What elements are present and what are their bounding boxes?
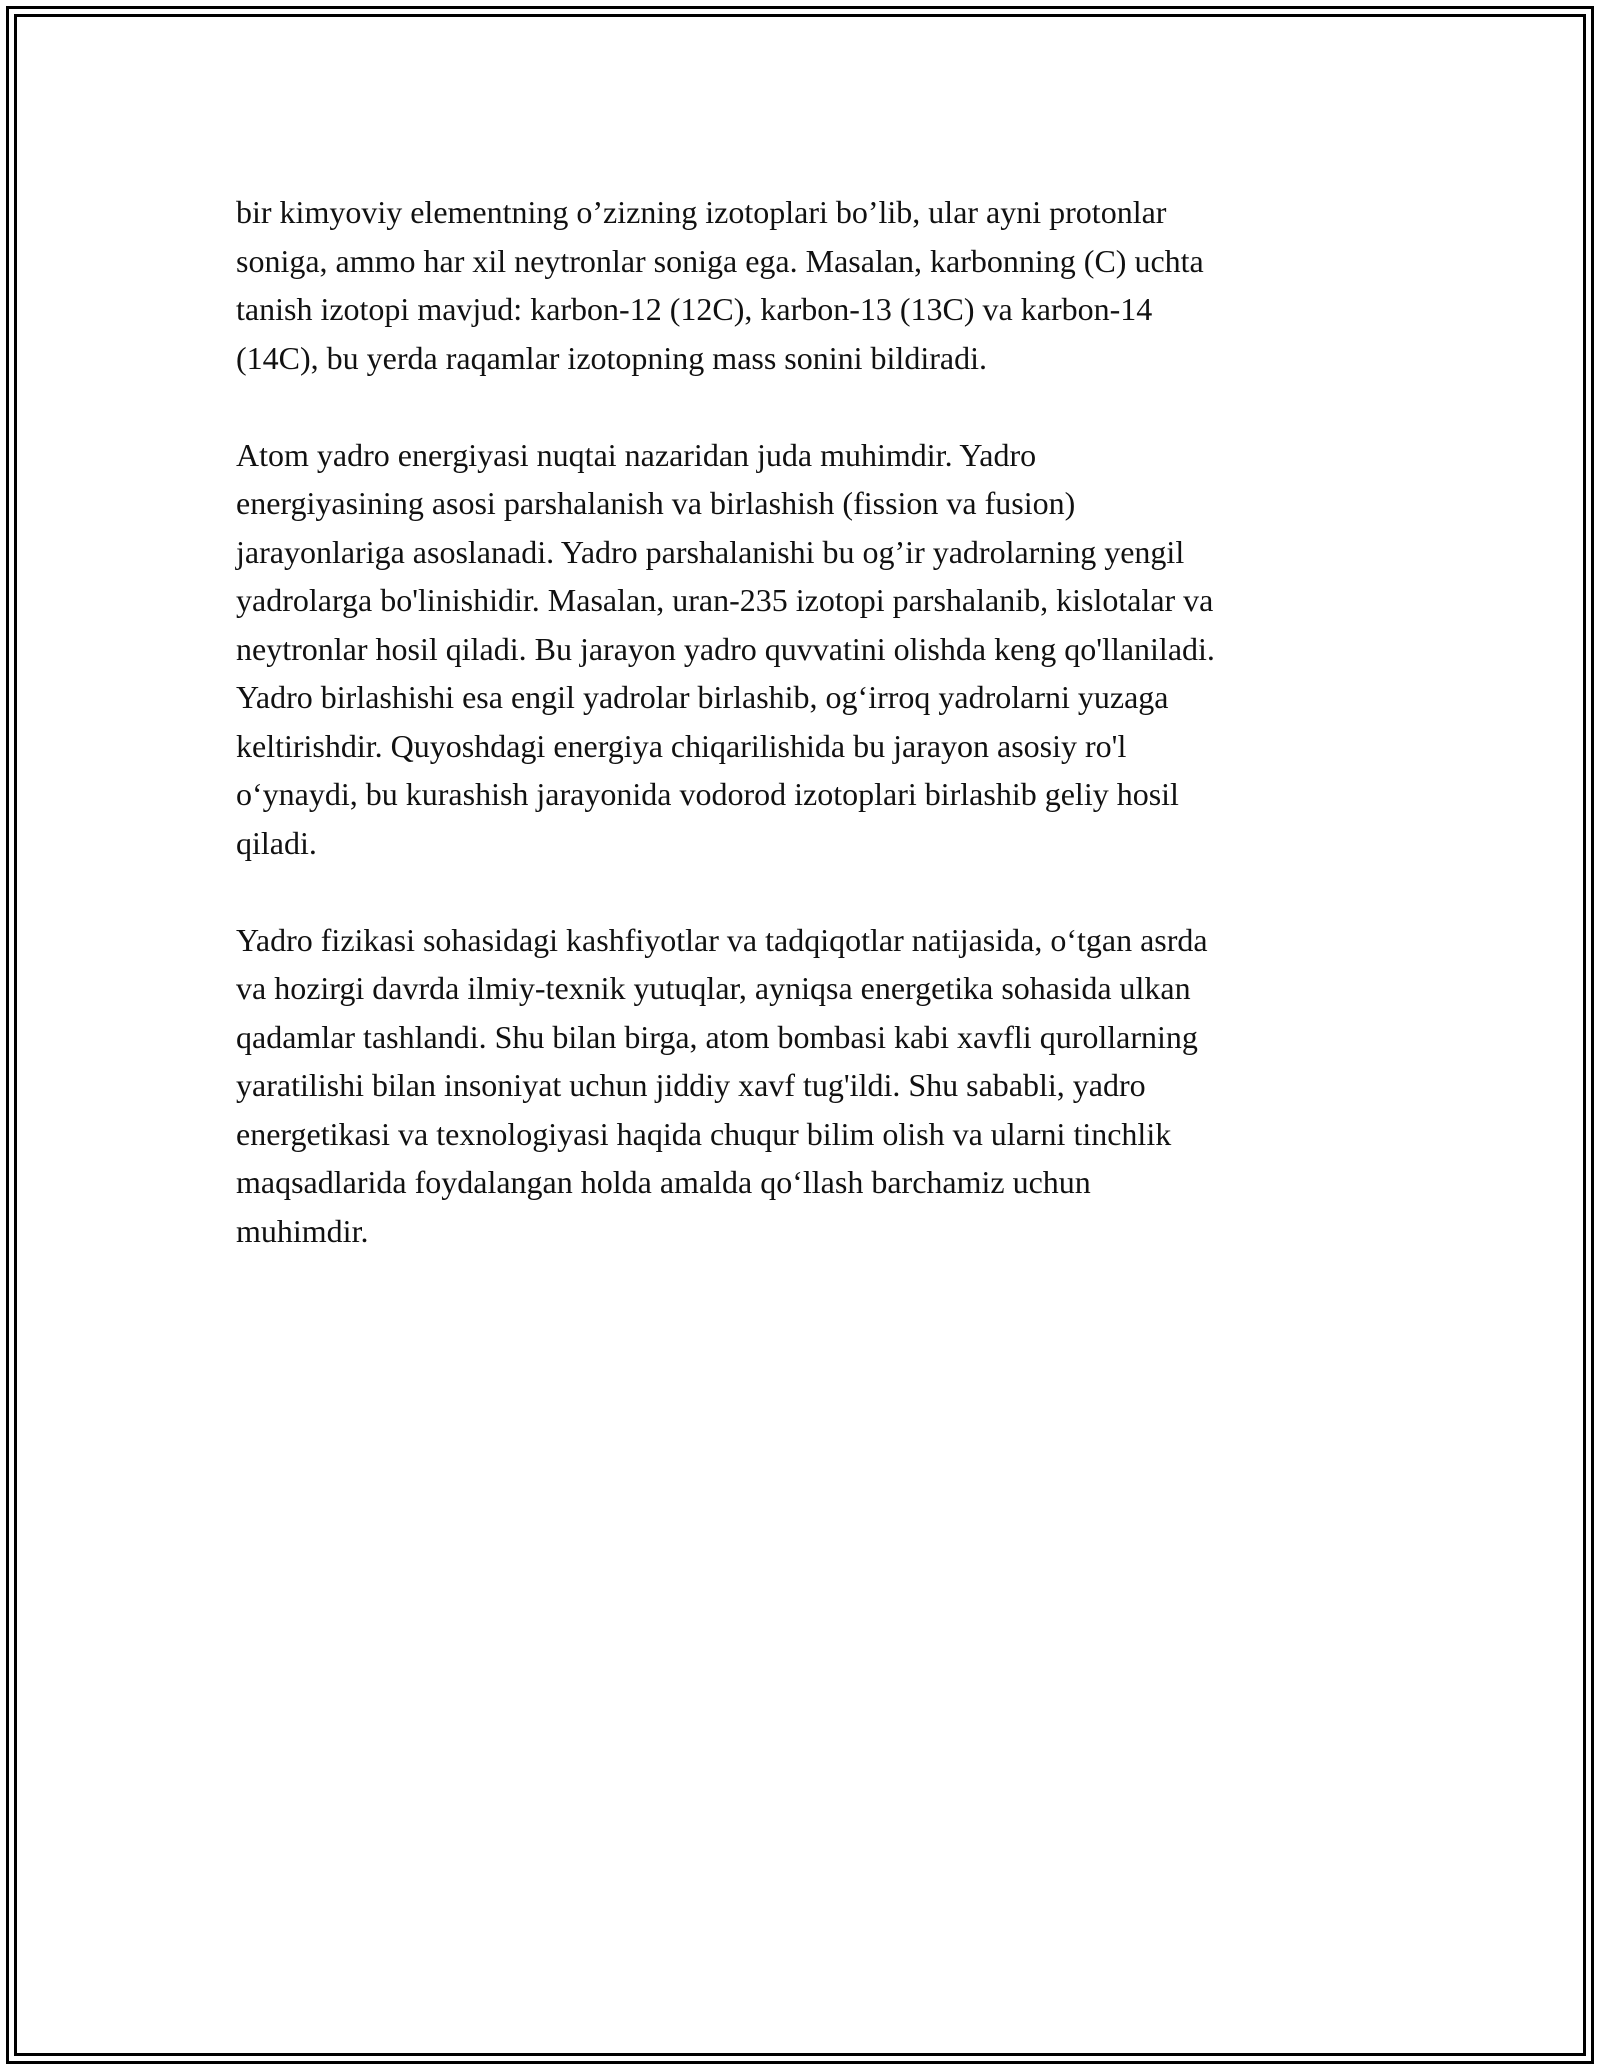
text-line: qiladi. bbox=[236, 824, 317, 861]
document-body bbox=[236, 188, 1376, 1304]
text-line: energiyasining asosi parshalanish va birlashish (fission va fusion) bbox=[236, 485, 1076, 521]
text-line: muhimdir. bbox=[236, 1212, 369, 1249]
text-line: yadrolarga bo'linishidir. Masalan, uran-235 izotopi parshalanib, kislotalar va bbox=[236, 582, 1214, 618]
text-line: soniga, ammo har xil neytronlar soniga ega. Masalan, karbonning (C) uchta bbox=[236, 242, 1204, 279]
text-line: Yadro birlashishi esa engil yadrolar birlashib, og‘irroq yadrolarni yuzaga bbox=[236, 679, 1169, 715]
text-line: qadamlar tashlandi. Shu bilan birga, atom bombasi kabi xavfli qurollarning bbox=[236, 1018, 1198, 1055]
text-line: Atom yadro energiyasi nuqtai nazaridan juda muhimdir. Yadro bbox=[236, 436, 1037, 473]
text-line: tanish izotopi mavjud: karbon-12 (12C), karbon-13 (13C) va karbon-14 bbox=[236, 291, 1153, 327]
text-line: Yadro fizikasi sohasidagi kashfiyotlar va tadqiqotlar natijasida, o‘tgan asrda bbox=[236, 921, 1208, 958]
text-line: keltirishdir. Quyoshdagi energiya chiqarilishida bu jarayon asosiy ro'l bbox=[236, 727, 1127, 764]
text-line: yaratilishi bilan insoniyat uchun jiddiy xavf tug'ildi. Shu sababli, yadro bbox=[236, 1067, 1146, 1103]
text-line: bir kimyoviy elementning o’zizning izotoplari bo’lib, ular ayni protonlar bbox=[236, 194, 1167, 230]
paragraph-nuclear-energy bbox=[236, 431, 1376, 868]
paragraph-nuclear-physics bbox=[236, 916, 1376, 1256]
text-line: o‘ynaydi, bu kurashish jarayonida vodorod izotoplari birlashib geliy hosil bbox=[236, 776, 1179, 812]
text-line: energetikasi va texnologiyasi haqida chuqur bilim olish va ularni tinchlik bbox=[236, 1115, 1172, 1152]
text-line: neytronlar hosil qiladi. Bu jarayon yadro quvvatini olishda keng qo'llaniladi. bbox=[236, 630, 1215, 667]
paragraph-isotopes bbox=[236, 188, 1376, 382]
text-line: maqsadlarida foydalangan holda amalda qo‘llash barchamiz uchun bbox=[236, 1164, 1091, 1200]
text-line: jarayonlariga asoslanadi. Yadro parshalanishi bu og’ir yadrolarning yengil bbox=[236, 533, 1185, 570]
text-line: va hozirgi davrda ilmiy-texnik yutuqlar, ayniqsa energetika sohasida ulkan bbox=[236, 970, 1191, 1006]
text-line: (14C), bu yerda raqamlar izotopning mass sonini bildiradi. bbox=[236, 339, 987, 376]
